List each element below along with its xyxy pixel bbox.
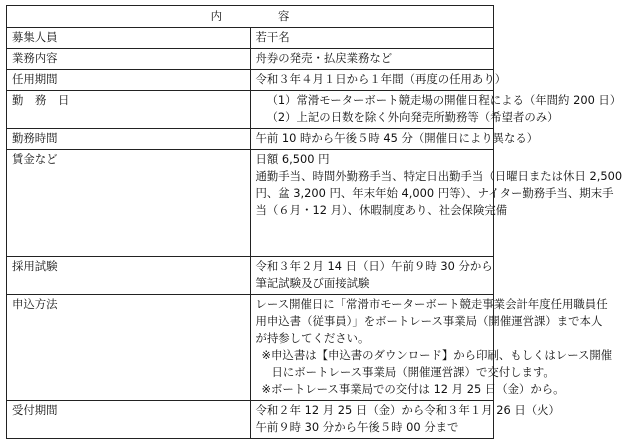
row-value-recruit-count: [250, 28, 494, 49]
row-value-wage: [250, 150, 622, 257]
work-hours-text: 午前 10 時から午後５時 45 分（開催日により異なる）: [255, 131, 539, 145]
table-row-exam: [7, 257, 494, 295]
duty-text: 舟券の発売・払戻業務など: [255, 51, 393, 65]
row-value-apply: [250, 295, 613, 401]
row-label-period: 任用期間: [7, 70, 251, 91]
accept-period-line-1: 令和２年 12 月 25 日（金）から令和３年１月 26 日（火）: [255, 403, 560, 417]
table-header: [7, 6, 494, 28]
accept-period-line-2: 午前９時 30 分から午後５時 00 分まで: [255, 420, 459, 434]
apply-line-3: が持参してください。: [255, 331, 370, 345]
row-label-recruit-count: 募集人員: [7, 28, 251, 49]
row-value-period: [250, 70, 507, 91]
row-label-exam: 採用試験: [7, 257, 251, 295]
table-row-work-days: [7, 91, 494, 129]
table-row-duty: [7, 49, 494, 70]
exam-line-1: 令和３年２月 14 日（日）午前９時 30 分から: [255, 259, 493, 273]
row-label-duty: 業務内容: [7, 49, 251, 70]
work-days-line-1: （1）常滑モーターボート競走場の開催日程による（年間約 200 日）: [266, 93, 622, 107]
row-value-exam: [250, 257, 494, 295]
row-value-work-hours: [250, 129, 539, 150]
apply-line-2: 用申込書（従事員）」をボートレース事業局（開催運営課）まで本人: [255, 314, 603, 328]
header-text-left: 内: [210, 9, 222, 23]
exam-line-2: 筆記試験及び面接試験: [255, 276, 370, 290]
row-value-work-days: [250, 91, 622, 129]
apply-note-2: ※ボートレース事業局での交付は 12 月 25 日（金）から。: [261, 382, 565, 396]
row-value-accept-period: [250, 401, 560, 439]
table-row-work-hours: [7, 129, 494, 150]
apply-note-1: ※申込書は【申込書のダウンロード】から印刷、もしくはレース開催: [261, 348, 613, 362]
table-row-period: [7, 70, 494, 91]
apply-line-1: レース開催日に「常滑市モーターボート競走事業会計年度任用職員任: [255, 297, 608, 311]
row-label-apply: 申込方法: [7, 295, 251, 401]
row-label-wage: 賃金など: [7, 150, 251, 257]
wage-line-2: 通勤手当、時間外勤務手当、特定日出勤手当（日曜日または休日 2,500: [255, 169, 622, 183]
work-days-line-2: （2）上記の日数を除く外向発売所勤務等（希望者のみ）: [266, 110, 559, 124]
wage-line-3: 円、盆 3,200 円、年末年始 4,000 円等）、ナイター勤務手当、期末手: [255, 186, 614, 200]
recruitment-table: [6, 5, 622, 439]
wage-line-4: 当（６月・12 月）、休暇制度あり、社会保険完備: [255, 203, 508, 217]
row-value-duty: [250, 49, 494, 70]
table-row-wage: [7, 150, 494, 257]
apply-note-1-cont: 日にボートレース事業局（開催運営課）で交付します。: [271, 365, 555, 379]
table-row-recruit-count: [7, 28, 494, 49]
period-text: 令和３年４月１日から１年間（再度の任用あり）: [255, 72, 507, 86]
row-label-work-hours: 勤務時間: [7, 129, 251, 150]
recruit-count-text: 若干名: [255, 30, 290, 44]
row-label-accept-period: 受付期間: [7, 401, 251, 439]
table-row-apply: [7, 295, 494, 401]
table-header-row: [7, 6, 494, 28]
wage-line-1: 日額 6,500 円: [255, 152, 330, 166]
table-row-accept-period: [7, 401, 494, 439]
header-text-right: 容: [278, 9, 290, 23]
row-label-work-days: 勤 務 日: [7, 91, 251, 129]
